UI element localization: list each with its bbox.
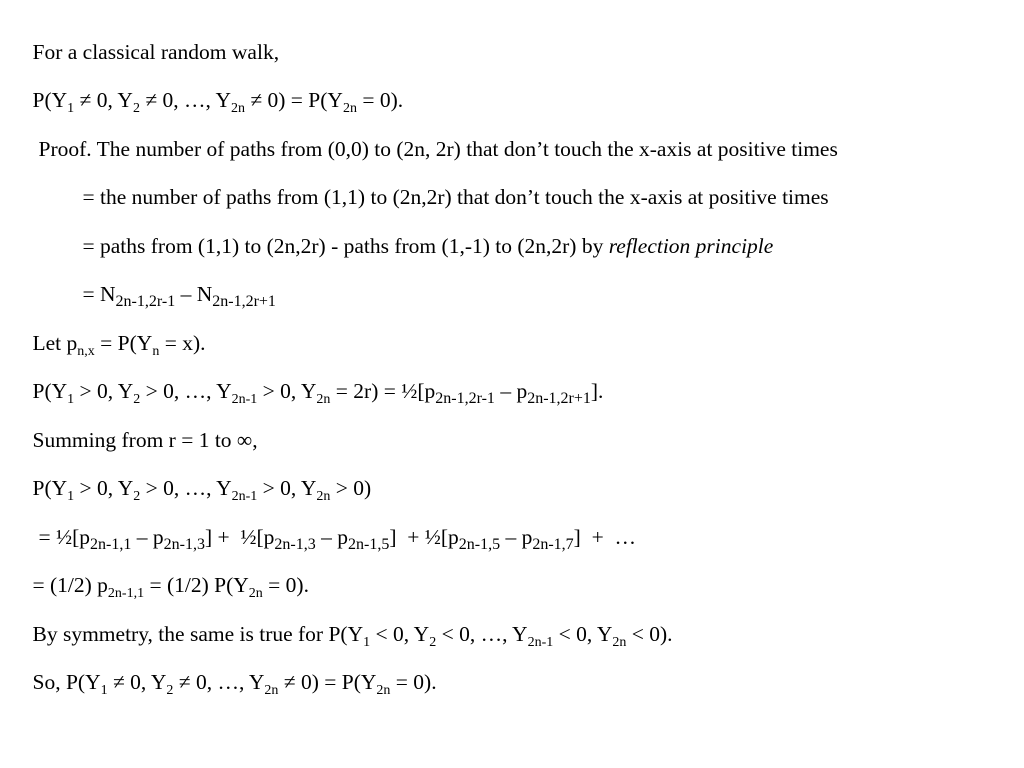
text: > 0, …, Y — [140, 379, 232, 403]
text: = x). — [159, 331, 206, 355]
subscript: 1 — [67, 489, 75, 504]
text: P(Y — [32, 379, 68, 403]
subscript: 2n-1,2r+1 — [527, 390, 591, 407]
subscript: 2n-1,1 — [90, 536, 132, 553]
subscript: 2n-1,3 — [163, 536, 205, 553]
text: By symmetry, the same is true for P(Y — [32, 622, 364, 646]
text: > 0) — [330, 476, 372, 500]
text: ≠ 0, …, Y — [139, 88, 231, 112]
text: Let p — [32, 331, 78, 355]
reflection-principle-term: reflection principle — [608, 234, 774, 258]
text: > 0, Y — [74, 379, 134, 403]
subscript: 2n-1,3 — [274, 536, 316, 553]
text: – p — [131, 525, 164, 549]
subscript: 2 — [429, 635, 437, 650]
text: = 0). — [390, 670, 437, 694]
text: – p — [315, 525, 348, 549]
subscript: 2 — [133, 489, 141, 504]
line-conclusion — [11, 646, 437, 718]
text: = paths from (1,1) to (2n,2r) - paths from (1,-1) to (2n,2r) by — [82, 234, 609, 258]
text: < 0, …, Y — [436, 622, 528, 646]
text: < 0, Y — [370, 622, 430, 646]
text: < 0). — [626, 622, 673, 646]
subscript: 2 — [166, 683, 174, 698]
subscript: 2n-1,2r-1 — [115, 293, 176, 310]
subscript: 2n-1 — [231, 392, 258, 407]
text: = 2r) = ½[p — [330, 379, 436, 403]
text: = (1/2) p — [32, 573, 108, 597]
subscript: 2n — [376, 683, 391, 698]
text: = (1/2) P(Y — [144, 573, 249, 597]
text: = P(Y — [94, 331, 153, 355]
summing-text: Summing from r = 1 to ∞, — [32, 428, 258, 452]
subscript: 2 — [132, 101, 140, 116]
subscript: 1 — [100, 683, 108, 698]
text: – p — [494, 379, 528, 403]
text: – N — [175, 282, 213, 306]
text: P(Y — [32, 476, 68, 500]
text: ≠ 0, Y — [74, 88, 133, 112]
text: ] + ½[p — [389, 525, 459, 549]
text: > 0, …, Y — [140, 476, 232, 500]
subscript: 1 — [363, 635, 371, 650]
subscript: 2n-1,5 — [458, 536, 501, 553]
subscript: 2n-1,2r-1 — [435, 390, 495, 407]
text: ≠ 0, …, Y — [173, 670, 265, 694]
subscript: 2n — [230, 101, 245, 116]
subscript: n,x — [77, 344, 95, 359]
text: ≠ 0) = P(Y — [278, 670, 377, 694]
text: So, P(Y — [32, 670, 101, 694]
subscript: 2n — [316, 392, 331, 407]
text: = ½[p — [38, 525, 91, 549]
proof-text: Proof. The number of paths from (0,0) to (2n, 2r) that don’t touch the x-axis at positive times — [38, 137, 838, 161]
text: < 0, Y — [553, 622, 613, 646]
subscript: 2n-1,2r+1 — [212, 293, 276, 310]
text: – p — [500, 525, 533, 549]
subscript: 1 — [67, 392, 75, 407]
text: = 0). — [262, 573, 309, 597]
text: > 0, Y — [74, 476, 134, 500]
subscript: 2n-1,7 — [532, 536, 574, 553]
subscript: 1 — [67, 101, 75, 116]
subscript: 2n-1 — [527, 635, 554, 650]
text: = 0). — [356, 88, 404, 112]
intro-text: For a classical random walk, — [32, 40, 280, 64]
subscript: n — [152, 344, 160, 359]
text: > 0, Y — [257, 379, 317, 403]
text: P(Y — [32, 88, 68, 112]
text: ≠ 0, Y — [107, 670, 167, 694]
text: = N — [82, 282, 116, 306]
subscript: 2n-1,5 — [347, 536, 390, 553]
subscript: 2n — [264, 683, 279, 698]
subscript: 2n-1 — [231, 489, 258, 504]
subscript: 2n — [316, 489, 331, 504]
proof-step1-text: = the number of paths from (1,1) to (2n,2r) that don’t touch the x-axis at positive times — [82, 185, 829, 209]
text: ≠ 0) = P(Y — [244, 88, 343, 112]
text: ] + … — [573, 525, 636, 549]
subscript: 2n — [248, 586, 263, 601]
text: ]. — [590, 379, 604, 403]
subscript: 2n — [612, 635, 627, 650]
subscript: 2n — [342, 101, 357, 116]
subscript: 2n-1,1 — [107, 586, 145, 601]
subscript: 2 — [133, 392, 141, 407]
text: > 0, Y — [257, 476, 317, 500]
text: ] + ½[p — [204, 525, 275, 549]
